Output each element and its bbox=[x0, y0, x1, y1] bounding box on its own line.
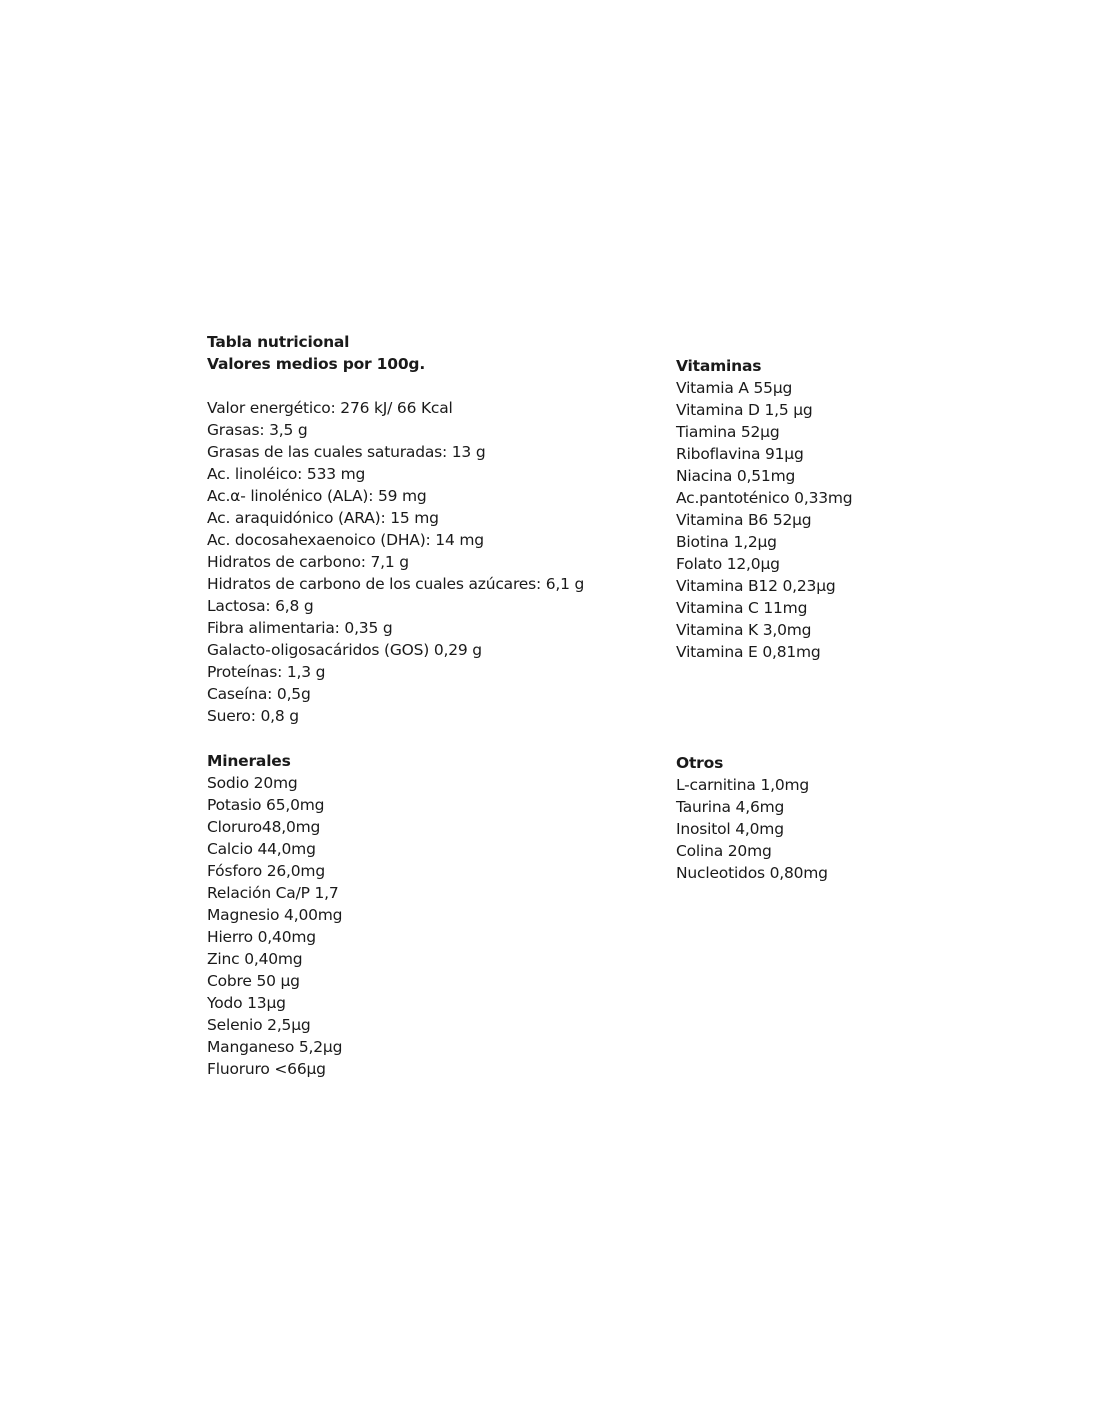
list-item: Yodo 13µg bbox=[207, 994, 286, 1012]
list-item: Selenio 2,5µg bbox=[207, 1016, 311, 1034]
list-item: Relación Ca/P 1,7 bbox=[207, 884, 339, 902]
list-item: Vitamia A 55µg bbox=[676, 379, 793, 397]
list-item: Fibra alimentaria: 0,35 g bbox=[207, 619, 393, 637]
list-item: Folato 12,0µg bbox=[676, 555, 780, 573]
list-item: Inositol 4,0mg bbox=[676, 820, 784, 838]
table-subtitle: Valores medios por 100g. bbox=[207, 355, 426, 373]
list-item: Proteínas: 1,3 g bbox=[207, 663, 326, 681]
list-item: Vitamina E 0,81mg bbox=[676, 643, 821, 661]
list-item: Vitamina C 11mg bbox=[676, 599, 808, 617]
list-item: Ac. docosahexaenoico (DHA): 14 mg bbox=[207, 531, 484, 549]
list-item: Vitamina B6 52µg bbox=[676, 511, 812, 529]
list-item: Taurina 4,6mg bbox=[676, 798, 785, 816]
list-item: Cobre 50 µg bbox=[207, 972, 300, 990]
list-item: Niacina 0,51mg bbox=[676, 467, 796, 485]
list-item: Fluoruro <66µg bbox=[207, 1060, 326, 1078]
list-item: Nucleotidos 0,80mg bbox=[676, 864, 828, 882]
otros-list bbox=[676, 774, 828, 884]
list-item: Vitamina K 3,0mg bbox=[676, 621, 812, 639]
minerales-section bbox=[207, 750, 342, 1080]
list-item: Tiamina 52µg bbox=[676, 423, 780, 441]
list-item: Grasas de las cuales saturadas: 13 g bbox=[207, 443, 486, 461]
list-item: Vitamina B12 0,23µg bbox=[676, 577, 836, 595]
list-item: Vitamina D 1,5 µg bbox=[676, 401, 813, 419]
list-item: Grasas: 3,5 g bbox=[207, 421, 308, 439]
list-item: Magnesio 4,00mg bbox=[207, 906, 343, 924]
list-item: Caseína: 0,5g bbox=[207, 685, 311, 703]
list-item: Ac.α- linolénico (ALA): 59 mg bbox=[207, 487, 427, 505]
list-item: Hidratos de carbono de los cuales azúcares: 6,1 g bbox=[207, 575, 585, 593]
list-item: Zinc 0,40mg bbox=[207, 950, 303, 968]
list-item: Riboflavina 91µg bbox=[676, 445, 804, 463]
nutrition-main-section bbox=[207, 331, 584, 727]
list-item: Ac. araquidónico (ARA): 15 mg bbox=[207, 509, 439, 527]
list-item: Hierro 0,40mg bbox=[207, 928, 316, 946]
list-item: Calcio 44,0mg bbox=[207, 840, 316, 858]
list-item: Colina 20mg bbox=[676, 842, 772, 860]
list-item: Hidratos de carbono: 7,1 g bbox=[207, 553, 409, 571]
vitaminas-list bbox=[676, 377, 852, 663]
list-item: Suero: 0,8 g bbox=[207, 707, 299, 725]
otros-heading: Otros bbox=[676, 754, 724, 772]
list-item: Potasio 65,0mg bbox=[207, 796, 325, 814]
list-item: Fósforo 26,0mg bbox=[207, 862, 325, 880]
list-item: Ac. linoléico: 533 mg bbox=[207, 465, 366, 483]
list-item: Lactosa: 6,8 g bbox=[207, 597, 314, 615]
vitaminas-heading: Vitaminas bbox=[676, 357, 762, 375]
list-item: Manganeso 5,2µg bbox=[207, 1038, 343, 1056]
list-item: Ac.pantoténico 0,33mg bbox=[676, 489, 853, 507]
list-item: Cloruro48,0mg bbox=[207, 818, 321, 836]
minerales-heading: Minerales bbox=[207, 752, 291, 770]
list-item: Biotina 1,2µg bbox=[676, 533, 777, 551]
otros-section bbox=[676, 752, 828, 884]
table-title: Tabla nutricional bbox=[207, 333, 350, 351]
vitaminas-section bbox=[676, 355, 852, 663]
list-item: Sodio 20mg bbox=[207, 774, 298, 792]
list-item: Galacto-oligosacáridos (GOS) 0,29 g bbox=[207, 641, 482, 659]
minerales-list bbox=[207, 772, 342, 1080]
main-nutrient-list bbox=[207, 397, 584, 727]
list-item: Valor energético: 276 kJ/ 66 Kcal bbox=[207, 399, 453, 417]
list-item: L-carnitina 1,0mg bbox=[676, 776, 810, 794]
